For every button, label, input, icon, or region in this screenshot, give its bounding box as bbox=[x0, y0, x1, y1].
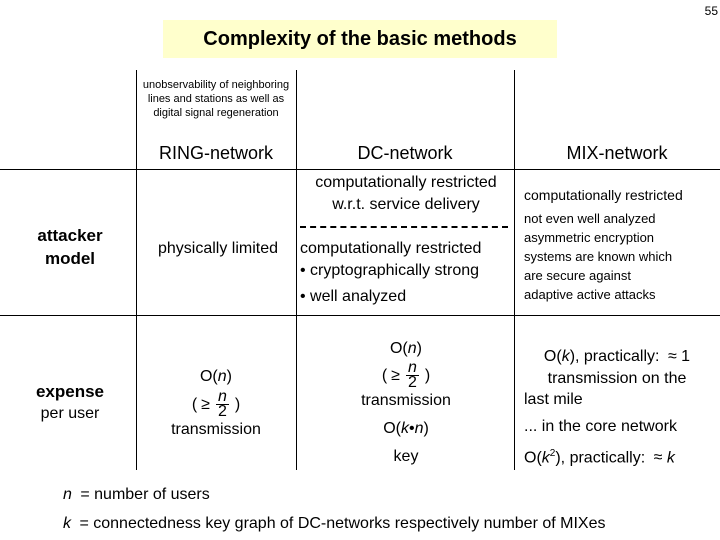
mix-expense-line2: transmission on the bbox=[547, 370, 687, 387]
dc-attacker-cell bbox=[300, 172, 512, 308]
dc-key-dot: • bbox=[408, 420, 415, 437]
mix-approx-symbol: ≈ bbox=[667, 348, 677, 365]
dc-frac-num: n bbox=[407, 359, 417, 376]
mix-attacker-line5: are secure against bbox=[524, 268, 631, 283]
ring-attacker-cell: physically limited bbox=[157, 240, 279, 257]
ring-paren-close: ) bbox=[234, 395, 241, 413]
ring-n-var: n bbox=[217, 368, 227, 385]
mix-expense-line4: ... in the core network bbox=[524, 418, 677, 435]
footnote-k bbox=[63, 515, 605, 533]
attacker-model-text: attacker model bbox=[37, 226, 103, 268]
dc-attacker-bullet1: • cryptographically strong bbox=[300, 262, 480, 279]
dc-attacker-line3: computationally restricted bbox=[300, 240, 482, 257]
dc-key-o-close: ) bbox=[423, 420, 429, 437]
slide-title bbox=[163, 20, 557, 58]
ring-note: unobservability of neighboring lines and stations as well as digital signal regeneration bbox=[142, 79, 290, 119]
mix-attacker-line4: systems are known which bbox=[524, 249, 673, 264]
footnote-n bbox=[63, 486, 210, 504]
dc-key-n-var: n bbox=[414, 420, 424, 437]
dc-key-k-var: k bbox=[400, 420, 409, 437]
ring-expense-order bbox=[136, 366, 296, 388]
ring-expense-bound bbox=[136, 390, 296, 419]
dc-fraction bbox=[406, 361, 419, 390]
mix-attacker-line2: not even well analyzed bbox=[524, 211, 656, 226]
grid-hline-middle bbox=[0, 315, 720, 316]
slide-title-text: Complexity of the basic methods bbox=[203, 27, 517, 50]
dc-attacker-bullet2: • well analyzed bbox=[300, 288, 407, 305]
dc-key-label: key bbox=[393, 448, 419, 465]
grid-hline-header bbox=[0, 169, 720, 170]
ring-paren-open: ( bbox=[191, 395, 198, 413]
dc-frac-den: 2 bbox=[407, 374, 417, 391]
ring-o-close: ) bbox=[226, 368, 232, 385]
dc-paren-open: ( bbox=[381, 366, 388, 384]
mix-k-var: k bbox=[561, 348, 570, 365]
mix-o-open: O( bbox=[543, 348, 562, 365]
row-label-attacker-model bbox=[20, 224, 120, 270]
dc-o-open: O( bbox=[389, 340, 408, 357]
ring-expense-cell bbox=[136, 366, 296, 441]
per-user-text: per user bbox=[40, 405, 100, 422]
mix-expense-line3: last mile bbox=[524, 391, 583, 408]
footnote-n-def: = number of users bbox=[80, 486, 210, 503]
mix-attacker-line6: adaptive active attacks bbox=[524, 287, 656, 302]
mix-practically-2: ), practically: bbox=[555, 449, 646, 467]
dc-expense-bound bbox=[300, 361, 512, 390]
mix-expense-cell bbox=[514, 346, 720, 469]
dc-attacker-line2: w.r.t. service delivery bbox=[332, 196, 480, 213]
mix-k3-var: k bbox=[666, 449, 675, 467]
expense-text: expense bbox=[35, 382, 105, 401]
grid-vline-2 bbox=[296, 70, 297, 470]
dc-expense-cell bbox=[300, 338, 512, 468]
dc-attacker-line1: computationally restricted bbox=[315, 174, 497, 191]
mix-superscript: 2 bbox=[549, 448, 556, 459]
column-dc-network: DC-network bbox=[357, 143, 453, 163]
dc-transmission: transmission bbox=[361, 392, 451, 409]
footnote-k-def: = connectedness key graph of DC-networks respectively number of MIXes bbox=[79, 515, 606, 532]
mix-o2-open: O( bbox=[524, 449, 542, 467]
dc-key-order bbox=[300, 418, 512, 440]
dc-paren-close: ) bbox=[424, 366, 431, 384]
ring-transmission: transmission bbox=[171, 421, 261, 438]
ring-geq-symbol: ≥ bbox=[201, 395, 210, 413]
mix-approx-symbol-2: ≈ bbox=[653, 449, 663, 467]
mix-one: 1 bbox=[681, 348, 691, 365]
dc-o-close: ) bbox=[416, 340, 422, 357]
dc-geq-symbol: ≥ bbox=[391, 366, 400, 384]
page-number: 55 bbox=[704, 4, 718, 18]
mix-attacker-line1: computationally restricted bbox=[524, 187, 683, 203]
mix-k2-var: k bbox=[541, 449, 550, 467]
ring-o-open: O( bbox=[199, 368, 218, 385]
column-ring-network: RING-network bbox=[158, 143, 274, 163]
dc-expense-order bbox=[300, 338, 512, 360]
footnote-k-var: k bbox=[63, 515, 71, 532]
ring-fraction bbox=[216, 390, 229, 419]
mix-attacker-cell bbox=[524, 186, 718, 304]
dc-key-o-open: O( bbox=[383, 420, 401, 437]
mix-attacker-line3: asymmetric encryption bbox=[524, 230, 655, 245]
ring-frac-den: 2 bbox=[217, 403, 227, 420]
row-label-expense bbox=[14, 381, 126, 425]
mix-expense-line1 bbox=[514, 346, 720, 368]
mix-practically: ), practically: bbox=[569, 348, 660, 365]
footnote-n-var: n bbox=[63, 486, 72, 503]
column-mix-network: MIX-network bbox=[566, 143, 668, 163]
mix-expense-line5 bbox=[514, 443, 720, 469]
dc-n-var: n bbox=[407, 340, 417, 357]
ring-frac-num: n bbox=[217, 388, 227, 405]
